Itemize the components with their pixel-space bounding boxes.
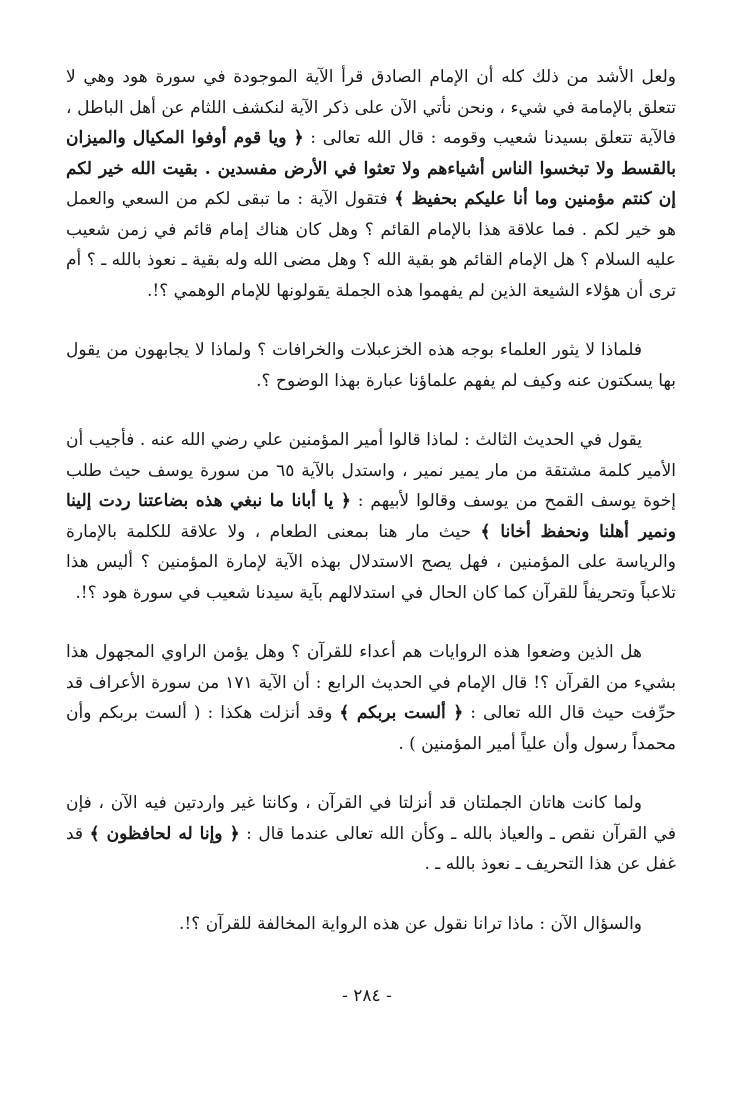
paragraph-1-text-2: فتقول الآية : ما تبقى لكم من السعي والعمل هو خير لكم . فما علاقة هذا بالإمام القائم ؟ وهل كان هناك إمام قائم في زمن شعيب عليه السلام ؟ هل الإمام القائم هو بقية الله ؟ وهل مضى الله وله بقية ـ نعوذ بالله ـ ؟ أم ترى أن هؤلاء الشيعة الذين لم يفهموا هذه الجملة يقولونها للإمام الوهمي ؟!.: [66, 189, 676, 301]
paragraph-1: [66, 62, 676, 306]
paragraph-6: [66, 909, 676, 940]
quran-verse-hud: ﴿ ويا قوم أوفوا المكيال والميزان بالقسط ولا تبخسوا الناس أشياءهم ولا تعثوا في الأرض مفسدين . بقيت الله خير لكم إن كنتم مؤمنين وما أنا عليكم بحفيظ ﴾: [66, 128, 676, 209]
paragraph-2: [66, 335, 676, 396]
paragraph-4-text-2: وقد أنزلت هكذا : ( ألست بربكم وأن محمداً رسول وأن علياً أمير المؤمنين ) .: [66, 703, 676, 754]
paragraph-6-text-1: والسؤال الآن : ماذا ترانا نقول عن هذه الرواية المخالفة للقرآن ؟!.: [179, 913, 642, 934]
quran-verse-hijr: ﴿ وإنا له لحافظون ﴾: [89, 823, 240, 844]
paragraph-4-text-1: هل الذين وضعوا هذه الروايات هم أعداء للقرآن ؟ وهل يؤمن الراوي المجهول هذا بشيء من القرآن ؟! قال الإمام في الحديث الرابع : أن الآية ١٧١ من سورة الأعراف قد حرِّفت حيث قال الله تعالى :: [66, 642, 677, 723]
paragraph-3-text-1: يقول في الحديث الثالث : لماذا قالوا أمير المؤمنين علي رضي الله عنه . فأجيب أن الأمير كلمة مشتقة من مار يمير نمير ، واستدل بالآية ٦٥ من سورة يوسف حيث طلب إخوة يوسف القمح من يوسف وقالوا لأبيهم :: [66, 430, 676, 511]
page-number: - ٢٨٤ -: [342, 986, 392, 1006]
paragraph-2-text-1: فلماذا لا يثور العلماء بوجه هذه الخزعبلات والخرافات ؟ ولماذا لا يجابهون من يقول بها يسكتون عنه وكيف لم يفهم علماؤنا عبارة بهذا الوضوح ؟.: [66, 340, 676, 391]
paragraph-3-text-2: حيث مار هنا بمعنى الطعام ، ولا علاقة للكلمة بالإمارة والرياسة على المؤمنين ، فهل يصح الاستدلال بهذه الآية لإمارة المؤمنين ؟ أليس هذا تلاعباً وتحريفاً للقرآن كما كان الحال في استدلالهم بآية سيدنا شعيب في سورة هود ؟!.: [66, 521, 676, 603]
paragraph-4: [66, 637, 676, 759]
paragraph-5: [66, 788, 676, 880]
paragraph-1-text-1: ولعل الأشد من ذلك كله أن الإمام الصادق قرأ الآية الموجودة في سورة هود وهي لا تتعلق بالإمامة في شيء ، ونحن نأتي الآن على ذكر الآية لنكشف اللثام عن أهل الباطل ، فالآية تتعلق بسيدنا شعيب وقومه : قال الله تعالى :: [66, 67, 676, 148]
quran-verse-araf: ﴿ ألست بربكم ﴾: [339, 703, 464, 723]
quran-verse-yusuf: ﴿ يا أبانا ما نبغي هذه بضاعتنا ردت إلينا ونمير أهلنا ونحفظ أخانا ﴾: [66, 491, 676, 542]
paragraph-3: [66, 425, 676, 608]
paragraph-5-text-2: قد غفل عن هذا التحريف ـ نعوذ بالله ـ .: [66, 823, 676, 874]
paragraph-5-text-1: ولما كانت هاتان الجملتان قد أنزلتا في القرآن ، وكانتا غير واردتين فيه الآن ، فإن في القرآن نقص ـ والعياذ بالله ـ وكأن الله تعالى عندما قال :: [66, 793, 676, 844]
